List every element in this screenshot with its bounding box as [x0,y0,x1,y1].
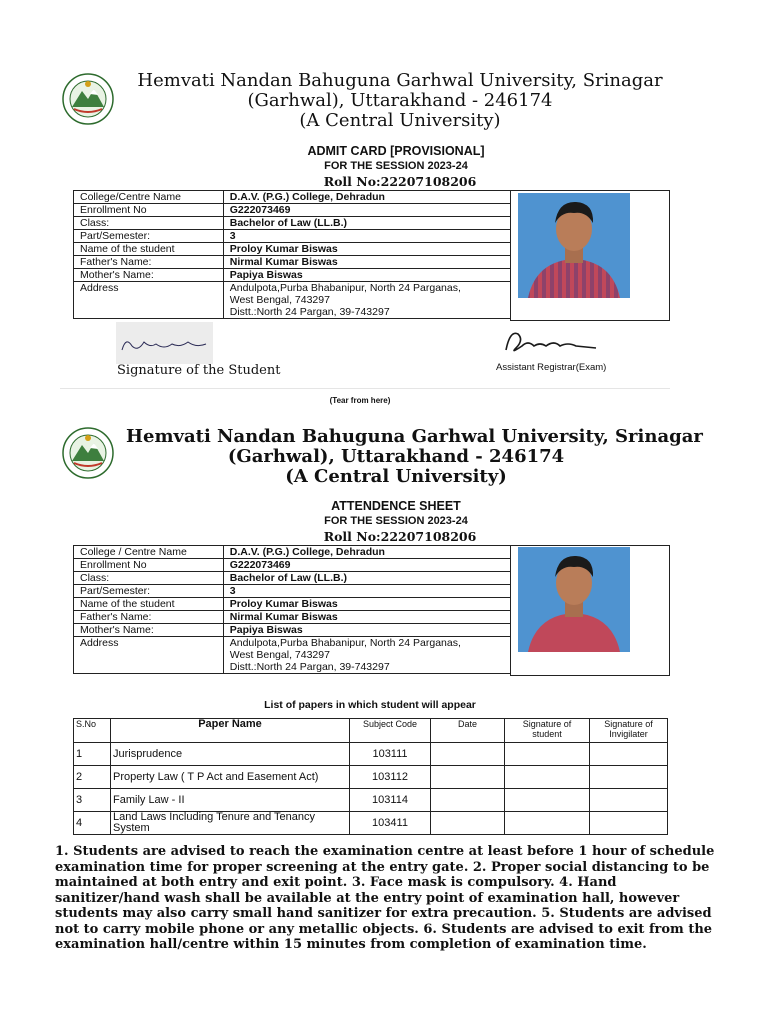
row-sig-student [505,766,590,789]
tear-line [60,388,670,389]
attendance-heading: ATTENDENCE SHEET [331,499,461,513]
student-signature-label: Signature of the Student [117,363,281,378]
university-name-line3: (A Central University) [299,110,501,131]
label-address: Address [74,282,224,319]
label-student-name: Name of the student [74,598,224,611]
label-semester: Part/Semester: [74,585,224,598]
instructions-text: 1. Students are advised to reach the examination centre at least before 1 hour of schedule examination time for proper screening at the entry gate. 2. Proper social distancing to be maintained at both entry and exit point. 3. Face mask is compulsory. 4. Hand sanitizer/hand wash shall be available at the entry point of examination hall, however students may also carry small hand sanitizer for extra precaution. 5. Students are advised not to carry mobile phone or any metallic objects. 6. Students are advised to exit from the examination hall/centre within 15 minutes from completion of examination time. [55,844,715,952]
label-father-name: Father's Name: [74,611,224,624]
row-date [431,812,505,835]
table-row [74,789,668,812]
table-row [74,743,668,766]
value-mother-name: Papiya Biswas [223,269,510,282]
papers-caption: List of papers in which student will appear [264,699,476,711]
value-class: Bachelor of Law (LL.B.) [223,572,510,585]
university-name-line1: Hemvati Nandan Bahuguna Garhwal University, Srinagar [137,70,663,91]
registrar-signature-image [500,326,600,358]
address-line3: Distt.:North 24 Pargan, 39-743297 [229,661,390,673]
value-enrollment: G222073469 [223,559,510,572]
label-student-name: Name of the student [74,243,224,256]
header-signature-invigilator: Signature of Invigilater [590,719,668,743]
row-sig-invigilator [590,766,668,789]
admit-card-roll-no: Roll No:22207108206 [323,174,477,189]
label-college: College/Centre Name [74,191,224,204]
address-line2: West Bengal, 743297 [229,649,330,661]
student-signature-image [116,322,213,364]
address-line1: Andulpota,Purba Bhabanipur, North 24 Parganas, [229,282,461,294]
student-photo [518,193,630,298]
value-enrollment: G222073469 [223,204,510,217]
row-sig-invigilator [590,789,668,812]
label-mother-name: Mother's Name: [74,269,224,282]
row-subject-code: 103111 [350,743,431,766]
header-paper-name: Paper Name [111,719,350,743]
admit-card-info-table [73,190,511,319]
value-semester: 3 [223,585,510,598]
value-father-name: Nirmal Kumar Biswas [223,256,510,269]
row-subject-code: 103114 [350,789,431,812]
university-logo [62,427,114,479]
header-subject-code: Subject Code [350,719,431,743]
address-line1: Andulpota,Purba Bhabanipur, North 24 Parganas, [229,637,461,649]
value-student-name: Proloy Kumar Biswas [223,243,510,256]
row-sig-invigilator [590,743,668,766]
attendance-roll-no: Roll No:22207108206 [323,529,477,544]
university-name-line2: (Garhwal), Uttarakhand - 246174 [247,90,553,111]
university-logo [62,73,114,125]
row-sig-student [505,789,590,812]
row-paper-name: Land Laws Including Tenure and Tenancy System [111,812,350,835]
admit-card-heading: ADMIT CARD [PROVISIONAL] [307,144,485,158]
row-sig-student [505,743,590,766]
label-mother-name: Mother's Name: [74,624,224,637]
label-class: Class: [74,217,224,230]
university-name-line3: (A Central University) [285,466,507,487]
value-college: D.A.V. (P.G.) College, Dehradun [223,191,510,204]
university-name-line1: Hemvati Nandan Bahuguna Garhwal University, Srinagar [126,426,703,447]
address-line3: Distt.:North 24 Pargan, 39-743297 [229,306,390,318]
row-subject-code: 103112 [350,766,431,789]
registrar-label: Assistant Registrar(Exam) [496,362,607,373]
label-enrollment: Enrollment No [74,559,224,572]
row-sno: 4 [74,812,111,835]
row-date [431,766,505,789]
label-college: College / Centre Name [74,546,224,559]
header-date: Date [431,719,505,743]
label-enrollment: Enrollment No [74,204,224,217]
attendance-session: FOR THE SESSION 2023-24 [324,515,468,527]
value-class: Bachelor of Law (LL.B.) [223,217,510,230]
value-address [223,637,510,674]
value-student-name: Proloy Kumar Biswas [223,598,510,611]
header-sno: S.No [74,719,111,743]
row-sno: 3 [74,789,111,812]
value-father-name: Nirmal Kumar Biswas [223,611,510,624]
attendance-info-table [73,545,511,674]
university-title-attendance [126,426,703,487]
university-name-line2: (Garhwal), Uttarakhand - 246174 [227,446,565,467]
row-paper-name: Jurisprudence [111,743,350,766]
label-address: Address [74,637,224,674]
table-row [74,766,668,789]
label-father-name: Father's Name: [74,256,224,269]
row-paper-name: Family Law - II [111,789,350,812]
papers-table [73,718,668,835]
row-date [431,743,505,766]
value-mother-name: Papiya Biswas [223,624,510,637]
address-line2: West Bengal, 743297 [229,294,330,306]
row-paper-name: Property Law ( T P Act and Easement Act) [111,766,350,789]
label-semester: Part/Semester: [74,230,224,243]
table-row [74,812,668,835]
admit-card-session: FOR THE SESSION 2023-24 [324,160,468,172]
row-date [431,789,505,812]
value-semester: 3 [223,230,510,243]
university-title [130,71,670,131]
tear-text: (Tear from here) [329,396,391,405]
student-photo [518,547,630,652]
row-sno: 2 [74,766,111,789]
header-signature-student: Signature of student [505,719,590,743]
row-subject-code: 103411 [350,812,431,835]
value-address [223,282,510,319]
value-college: D.A.V. (P.G.) College, Dehradun [223,546,510,559]
row-sno: 1 [74,743,111,766]
label-class: Class: [74,572,224,585]
row-sig-student [505,812,590,835]
row-sig-invigilator [590,812,668,835]
